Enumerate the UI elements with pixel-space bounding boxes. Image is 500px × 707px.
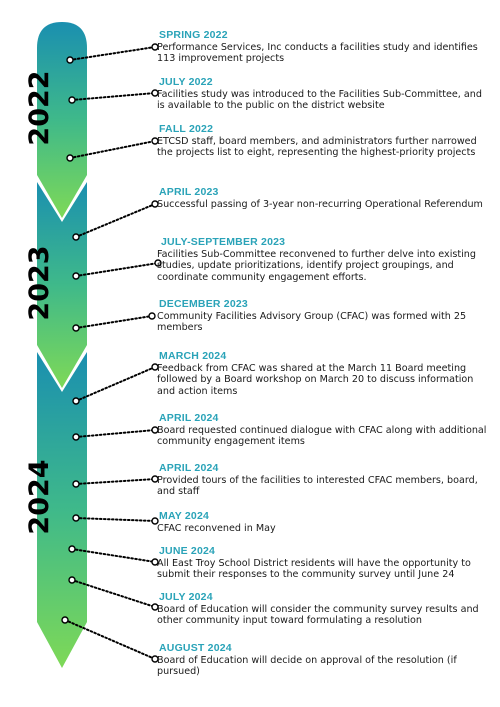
entry-description: ETCSD staff, board members, and administrators further narrowed the projects list to eight, representing the highest-priority projects: [157, 136, 477, 159]
connector-dot: [73, 515, 79, 521]
entry-date: APRIL 2024: [159, 412, 219, 424]
connector-line: [76, 367, 155, 401]
entry-description: CFAC reconvened in May: [157, 523, 276, 534]
entry-date: JULY 2022: [159, 76, 213, 88]
connector-dot: [149, 313, 155, 319]
entry-description: Performance Services, Inc conducts a facilities study and identifies 113 improvement projects: [157, 42, 478, 65]
timeline-entry: [157, 123, 487, 159]
entry-description: All East Troy School District residents will have the opportunity to submit their responses to the community survey until June 24: [157, 558, 471, 581]
connector-dot: [73, 273, 79, 279]
connector-dot: [69, 577, 75, 583]
connector-dot: [67, 57, 73, 63]
entry-description: Board requested continued dialogue with CFAC along with additional community engagement items: [157, 425, 487, 448]
timeline-entry: [157, 545, 487, 581]
entry-description: Facilities study was introduced to the Facilities Sub-Committee, and is available to the public on the district website: [157, 89, 482, 112]
timeline-entry: [157, 29, 487, 65]
entry-description: Provided tours of the facilities to interested CFAC members, board, and staff: [157, 475, 478, 498]
connector-dot: [69, 97, 75, 103]
year-label-2023: 2023: [24, 245, 55, 321]
connector-dot: [73, 481, 79, 487]
entry-description: Board of Education will consider the community survey results and other community input toward formulating a resolution: [157, 604, 479, 627]
timeline-entry: [157, 298, 487, 334]
connector-dot: [69, 546, 75, 552]
timeline-entry: [157, 462, 487, 498]
entry-date: APRIL 2024: [159, 462, 219, 474]
entry-date: SPRING 2022: [159, 29, 228, 41]
connector-line: [76, 479, 155, 484]
entry-date: AUGUST 2024: [159, 642, 232, 654]
entry-date: DECEMBER 2023: [159, 298, 248, 310]
timeline-entry: [157, 510, 487, 534]
timeline-entry: [157, 186, 487, 210]
year-label-2024: 2024: [24, 459, 55, 535]
timeline-entry: [157, 412, 487, 448]
entry-date: JULY 2024: [159, 591, 213, 603]
connector-dot: [73, 325, 79, 331]
entry-description: Board of Education will decide on approval of the resolution (if pursued): [157, 655, 457, 678]
connector-line: [76, 263, 158, 276]
entry-description: Successful passing of 3-year non-recurring Operational Referendum: [157, 199, 483, 210]
entry-description: Feedback from CFAC was shared at the March 11 Board meeting followed by a Board workshop on March 20 to discuss information and action items: [157, 363, 474, 397]
timeline-entry: [157, 591, 487, 627]
entry-date: JUNE 2024: [159, 545, 216, 557]
entry-date: FALL 2022: [159, 123, 214, 135]
connector-line: [76, 430, 155, 437]
entry-description: Community Facilities Advisory Group (CFAC) was formed with 25 members: [157, 311, 467, 334]
connector-dot: [73, 398, 79, 404]
entry-description: Facilities Sub-Committee reconvened to further delve into existing studies, update prioritizations, identify project groupings, and coordinate community engagement efforts.: [157, 249, 476, 283]
entry-date: JULY-SEPTEMBER 2023: [161, 236, 286, 248]
entry-date: APRIL 2023: [159, 186, 219, 198]
timeline-entry: [157, 642, 487, 678]
timeline-entry: [157, 350, 487, 397]
connector-line: [76, 316, 152, 328]
connector-dot: [73, 234, 79, 240]
connector-dot: [67, 155, 73, 161]
connector-dot: [73, 434, 79, 440]
year-label-2022: 2022: [24, 70, 55, 146]
timeline-entry: [157, 76, 487, 112]
entry-date: MAY 2024: [159, 510, 210, 522]
connector-line: [76, 518, 155, 521]
timeline-entry: [157, 236, 487, 283]
connector-dot: [62, 617, 68, 623]
connector-line: [76, 204, 155, 237]
entry-date: MARCH 2024: [159, 350, 227, 362]
